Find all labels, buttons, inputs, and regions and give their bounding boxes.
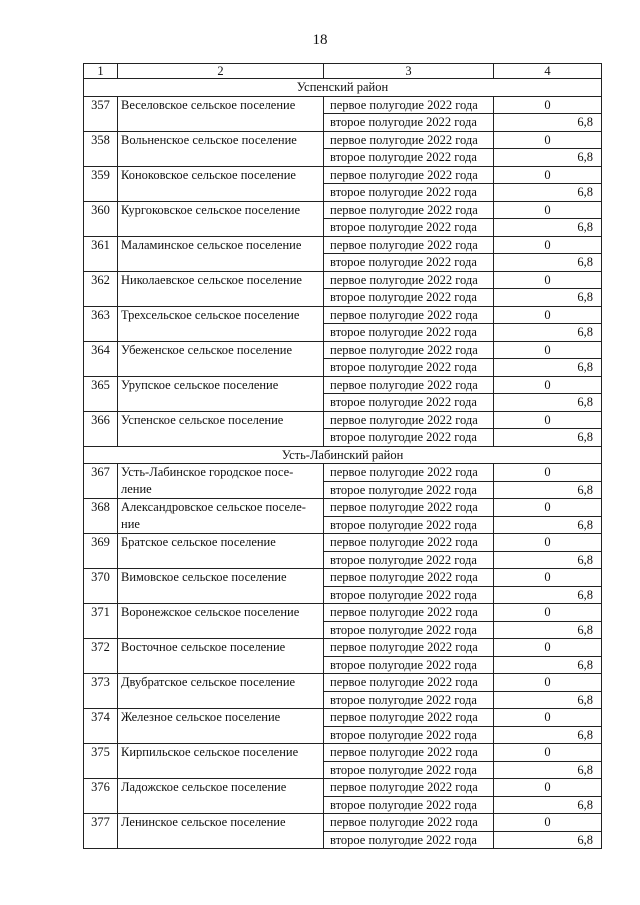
table-row bbox=[84, 569, 602, 587]
settlement-name: Маламинское сельское поселение bbox=[118, 236, 324, 271]
value-second-half: 6,8 bbox=[494, 149, 602, 167]
period-first-half: первое полугодие 2022 года bbox=[324, 306, 494, 324]
period-first-half: первое полугодие 2022 года bbox=[324, 341, 494, 359]
period-first-half: первое полугодие 2022 года bbox=[324, 779, 494, 797]
period-second-half: второе полугодие 2022 года bbox=[324, 796, 494, 814]
period-first-half: первое полугодие 2022 года bbox=[324, 166, 494, 184]
value-second-half: 6,8 bbox=[494, 184, 602, 202]
period-first-half: первое полугодие 2022 года bbox=[324, 271, 494, 289]
period-first-half: первое полугодие 2022 года bbox=[324, 131, 494, 149]
table-row bbox=[84, 201, 602, 219]
row-number: 376 bbox=[84, 779, 118, 814]
settlement-name: Николаевское сельское поселение bbox=[118, 271, 324, 306]
value-first-half: 0 bbox=[494, 744, 602, 762]
value-first-half: 0 bbox=[494, 709, 602, 727]
row-number: 371 bbox=[84, 604, 118, 639]
row-number: 362 bbox=[84, 271, 118, 306]
table-row bbox=[84, 534, 602, 552]
settlement-name: Двубратское сельское поселение bbox=[118, 674, 324, 709]
table-row bbox=[84, 709, 602, 727]
value-second-half: 6,8 bbox=[494, 481, 602, 499]
table-row bbox=[84, 499, 602, 517]
value-first-half: 0 bbox=[494, 341, 602, 359]
value-second-half: 6,8 bbox=[494, 586, 602, 604]
table-row bbox=[84, 779, 602, 797]
value-first-half: 0 bbox=[494, 639, 602, 657]
period-first-half: первое полугодие 2022 года bbox=[324, 744, 494, 762]
table-row bbox=[84, 376, 602, 394]
period-second-half: второе полугодие 2022 года bbox=[324, 359, 494, 377]
value-first-half: 0 bbox=[494, 814, 602, 832]
region-title: Усть-Лабинский район bbox=[84, 446, 602, 464]
settlement-name: Ленинское сельское поселение bbox=[118, 814, 324, 849]
row-number: 370 bbox=[84, 569, 118, 604]
value-first-half: 0 bbox=[494, 376, 602, 394]
row-number: 374 bbox=[84, 709, 118, 744]
settlement-name: Вольненское сельское поселение bbox=[118, 131, 324, 166]
value-second-half: 6,8 bbox=[494, 726, 602, 744]
period-second-half: второе полугодие 2022 года bbox=[324, 324, 494, 342]
settlement-name: Кирпильское сельское поселение bbox=[118, 744, 324, 779]
settlement-name: Братское сельское поселение bbox=[118, 534, 324, 569]
settlement-name: Коноковское сельское поселение bbox=[118, 166, 324, 201]
row-number: 366 bbox=[84, 411, 118, 446]
settlement-name: Ладожское сельское поселение bbox=[118, 779, 324, 814]
period-second-half: второе полугодие 2022 года bbox=[324, 586, 494, 604]
settlement-name: Вимовское сельское поселение bbox=[118, 569, 324, 604]
column-header-3: 3 bbox=[324, 64, 494, 79]
row-number: 365 bbox=[84, 376, 118, 411]
period-second-half: второе полугодие 2022 года bbox=[324, 219, 494, 237]
value-first-half: 0 bbox=[494, 464, 602, 482]
settlement-name: Железное сельское поселение bbox=[118, 709, 324, 744]
table-row bbox=[84, 744, 602, 762]
table-row bbox=[84, 464, 602, 482]
value-first-half: 0 bbox=[494, 271, 602, 289]
value-second-half: 6,8 bbox=[494, 621, 602, 639]
value-first-half: 0 bbox=[494, 569, 602, 587]
period-first-half: первое полугодие 2022 года bbox=[324, 674, 494, 692]
table-row bbox=[84, 411, 602, 429]
value-second-half: 6,8 bbox=[494, 359, 602, 377]
settlement-name: Воронежское сельское поселение bbox=[118, 604, 324, 639]
row-number: 360 bbox=[84, 201, 118, 236]
settlement-name: Усть-Лабинское городское посе-ление bbox=[118, 464, 324, 499]
value-second-half: 6,8 bbox=[494, 254, 602, 272]
value-second-half: 6,8 bbox=[494, 551, 602, 569]
row-number: 363 bbox=[84, 306, 118, 341]
period-second-half: второе полугодие 2022 года bbox=[324, 429, 494, 447]
period-second-half: второе полугодие 2022 года bbox=[324, 691, 494, 709]
value-second-half: 6,8 bbox=[494, 516, 602, 534]
column-header-4: 4 bbox=[494, 64, 602, 79]
value-first-half: 0 bbox=[494, 674, 602, 692]
value-second-half: 6,8 bbox=[494, 796, 602, 814]
period-second-half: второе полугодие 2022 года bbox=[324, 289, 494, 307]
period-first-half: первое полугодие 2022 года bbox=[324, 709, 494, 727]
value-second-half: 6,8 bbox=[494, 394, 602, 412]
value-second-half: 6,8 bbox=[494, 324, 602, 342]
period-second-half: второе полугодие 2022 года bbox=[324, 394, 494, 412]
settlement-name: Веселовское сельское поселение bbox=[118, 96, 324, 131]
region-row bbox=[84, 79, 602, 97]
value-second-half: 6,8 bbox=[494, 656, 602, 674]
period-first-half: первое полугодие 2022 года bbox=[324, 639, 494, 657]
settlement-name: Трехсельское сельское поселение bbox=[118, 306, 324, 341]
value-first-half: 0 bbox=[494, 604, 602, 622]
settlement-name: Александровское сельское поселе-ние bbox=[118, 499, 324, 534]
table-row bbox=[84, 166, 602, 184]
value-second-half: 6,8 bbox=[494, 831, 602, 849]
period-first-half: первое полугодие 2022 года bbox=[324, 604, 494, 622]
row-number: 364 bbox=[84, 341, 118, 376]
period-first-half: первое полугодие 2022 года bbox=[324, 376, 494, 394]
row-number: 368 bbox=[84, 499, 118, 534]
value-first-half: 0 bbox=[494, 411, 602, 429]
period-first-half: первое полугодие 2022 года bbox=[324, 236, 494, 254]
period-second-half: второе полугодие 2022 года bbox=[324, 149, 494, 167]
row-number: 377 bbox=[84, 814, 118, 849]
value-second-half: 6,8 bbox=[494, 761, 602, 779]
row-number: 369 bbox=[84, 534, 118, 569]
period-second-half: второе полугодие 2022 года bbox=[324, 761, 494, 779]
value-second-half: 6,8 bbox=[494, 289, 602, 307]
table-row bbox=[84, 814, 602, 832]
period-first-half: первое полугодие 2022 года bbox=[324, 569, 494, 587]
row-number: 367 bbox=[84, 464, 118, 499]
settlement-name: Убеженское сельское поселение bbox=[118, 341, 324, 376]
region-title: Успенский район bbox=[84, 79, 602, 97]
row-number: 358 bbox=[84, 131, 118, 166]
row-number: 373 bbox=[84, 674, 118, 709]
table-body bbox=[84, 79, 602, 849]
value-first-half: 0 bbox=[494, 131, 602, 149]
value-first-half: 0 bbox=[494, 166, 602, 184]
table-row bbox=[84, 639, 602, 657]
value-second-half: 6,8 bbox=[494, 219, 602, 237]
tariff-table bbox=[83, 63, 602, 849]
settlement-name: Успенское сельское поселение bbox=[118, 411, 324, 446]
table-row bbox=[84, 306, 602, 324]
row-number: 357 bbox=[84, 96, 118, 131]
page-number: 18 bbox=[312, 32, 328, 48]
table-row bbox=[84, 341, 602, 359]
value-first-half: 0 bbox=[494, 96, 602, 114]
period-second-half: второе полугодие 2022 года bbox=[324, 621, 494, 639]
row-number: 372 bbox=[84, 639, 118, 674]
period-second-half: второе полугодие 2022 года bbox=[324, 726, 494, 744]
table-row bbox=[84, 131, 602, 149]
period-second-half: второе полугодие 2022 года bbox=[324, 184, 494, 202]
value-first-half: 0 bbox=[494, 534, 602, 552]
region-row bbox=[84, 446, 602, 464]
value-second-half: 6,8 bbox=[494, 691, 602, 709]
period-second-half: второе полугодие 2022 года bbox=[324, 551, 494, 569]
value-first-half: 0 bbox=[494, 499, 602, 517]
row-number: 359 bbox=[84, 166, 118, 201]
table-row bbox=[84, 96, 602, 114]
row-number: 375 bbox=[84, 744, 118, 779]
settlement-name: Восточное сельское поселение bbox=[118, 639, 324, 674]
settlement-name: Кургоковское сельское поселение bbox=[118, 201, 324, 236]
period-second-half: второе полугодие 2022 года bbox=[324, 516, 494, 534]
value-first-half: 0 bbox=[494, 236, 602, 254]
value-first-half: 0 bbox=[494, 779, 602, 797]
table-row bbox=[84, 236, 602, 254]
period-second-half: второе полугодие 2022 года bbox=[324, 831, 494, 849]
period-second-half: второе полугодие 2022 года bbox=[324, 481, 494, 499]
period-second-half: второе полугодие 2022 года bbox=[324, 254, 494, 272]
period-second-half: второе полугодие 2022 года bbox=[324, 114, 494, 132]
period-first-half: первое полугодие 2022 года bbox=[324, 814, 494, 832]
period-first-half: первое полугодие 2022 года bbox=[324, 96, 494, 114]
table-row bbox=[84, 674, 602, 692]
value-second-half: 6,8 bbox=[494, 114, 602, 132]
period-first-half: первое полугодие 2022 года bbox=[324, 411, 494, 429]
table-row bbox=[84, 604, 602, 622]
period-second-half: второе полугодие 2022 года bbox=[324, 656, 494, 674]
column-header-2: 2 bbox=[118, 64, 324, 79]
settlement-name: Урупское сельское поселение bbox=[118, 376, 324, 411]
period-first-half: первое полугодие 2022 года bbox=[324, 534, 494, 552]
value-first-half: 0 bbox=[494, 201, 602, 219]
value-first-half: 0 bbox=[494, 306, 602, 324]
period-first-half: первое полугодие 2022 года bbox=[324, 464, 494, 482]
column-number-row bbox=[84, 64, 602, 79]
value-second-half: 6,8 bbox=[494, 429, 602, 447]
column-header-1: 1 bbox=[84, 64, 118, 79]
row-number: 361 bbox=[84, 236, 118, 271]
table-row bbox=[84, 271, 602, 289]
period-first-half: первое полугодие 2022 года bbox=[324, 499, 494, 517]
period-first-half: первое полугодие 2022 года bbox=[324, 201, 494, 219]
